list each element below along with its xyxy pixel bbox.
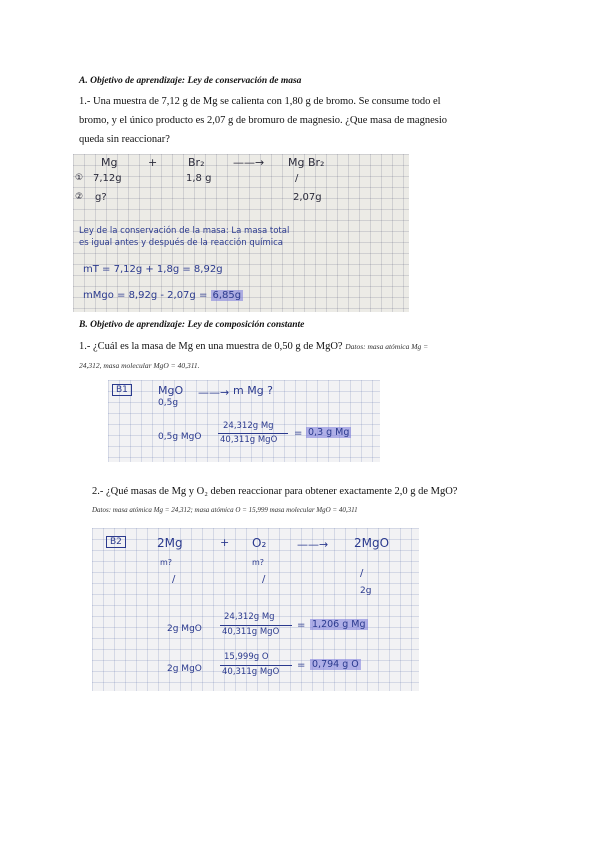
col-mg: Mg xyxy=(101,156,118,169)
law-line-1: Ley de la conservación de la masa: La masa total xyxy=(79,226,290,236)
b1-numerator: 24,312g Mg xyxy=(223,421,274,431)
b1-label: B1 xyxy=(112,384,132,396)
section-b-heading: B. Objetivo de aprendizaje: Ley de composición constante xyxy=(79,320,305,330)
b2-calc1-equals: = xyxy=(297,620,306,631)
question-2-text: 2.- ¿Qué masas de Mg y O₂ deben reaccionar para obtener exactamente 2,0 g de MgO? xyxy=(92,486,458,497)
b2-calc1-denominator: 40,311g MgO xyxy=(222,627,280,637)
b2-calc2-denominator: 40,311g MgO xyxy=(222,667,280,677)
b1-lhs: 0,5g MgO xyxy=(158,432,202,442)
question-1-note-a: Datos: masa atómica Mg = xyxy=(345,342,429,351)
row1-mg: 7,12g xyxy=(93,173,122,184)
b1-mgo: MgO xyxy=(158,384,184,397)
b2-calc1-numerator: 24,312g Mg xyxy=(224,612,275,622)
b2-calc1-fraction-bar xyxy=(220,625,292,626)
b2-product: 2MgO xyxy=(354,536,390,550)
remaining-mass-prefix: mMgo = 8,92g - 2,07g = xyxy=(83,290,208,301)
col-br2: Br₂ xyxy=(188,156,205,169)
b2-calc2-lhs: 2g MgO xyxy=(167,664,202,674)
b1-denominator: 40,311g MgO xyxy=(220,435,278,445)
row2-mg: g? xyxy=(95,192,107,203)
b2-slash-1: / xyxy=(172,574,176,585)
question-2-note: Datos: masa atómica Mg = 24,312; masa atómica O = 15,999 masa molecular MgO = 40,311 xyxy=(92,506,358,514)
problem-line: queda sin reaccionar? xyxy=(79,134,170,145)
b2-slash-2: / xyxy=(262,574,266,585)
b2-mass-2: m? xyxy=(252,558,265,567)
problem-line: bromo, y el único producto es 2,07 g de bromuro de magnesio. ¿Que masa de magnesio xyxy=(79,115,447,126)
b2-product-mass: 2g xyxy=(360,586,372,596)
total-mass-equation: mT = 7,12g + 1,8g = 8,92g xyxy=(83,264,223,275)
row2-label: ② xyxy=(75,192,84,202)
b2-calc2-result: 0,794 g O xyxy=(312,659,359,670)
b2-label: B2 xyxy=(106,536,126,548)
law-line-2: es igual antes y después de la reacción química xyxy=(79,238,284,248)
handwritten-photo-b1 xyxy=(108,380,380,462)
b2-calc2-numerator: 15,999g O xyxy=(224,652,269,662)
b2-slash-3: / xyxy=(360,568,364,579)
b2-arrow: ——→ xyxy=(297,538,329,551)
handwritten-photo-a xyxy=(73,154,409,312)
plus-sign: + xyxy=(148,156,158,169)
row1-label: ① xyxy=(75,173,84,183)
b1-mgo-mass: 0,5g xyxy=(158,398,179,408)
b2-calc1-lhs: 2g MgO xyxy=(167,624,202,634)
section-a-heading: A. Objetivo de aprendizaje: Ley de conservación de masa xyxy=(79,76,302,86)
handwritten-photo-b2 xyxy=(92,528,419,691)
b1-arrow: ——→ xyxy=(198,386,230,399)
remaining-mass-equation xyxy=(83,290,243,301)
row2-mgbr2: 2,07g xyxy=(293,192,322,203)
b2-calc1-result: 1,206 g Mg xyxy=(312,619,366,630)
remaining-mass-result: 6,85g xyxy=(212,290,242,301)
problem-line: 1.- Una muestra de 7,12 g de Mg se calienta con 1,80 g de bromo. Se consume todo el xyxy=(79,96,441,107)
reaction-arrow: ——→ xyxy=(233,156,265,169)
row1-br2: 1,8 g xyxy=(186,173,212,184)
b2-reactant-2: O₂ xyxy=(252,536,267,550)
col-mgbr2: Mg Br₂ xyxy=(288,156,325,169)
b2-calc2-equals: = xyxy=(297,660,306,671)
b2-calc2-fraction-bar xyxy=(220,665,292,666)
question-1-text: 1.- ¿Cuál es la masa de Mg en una muestra de 0,50 g de MgO? xyxy=(79,341,343,352)
b1-target: m Mg ? xyxy=(233,384,274,397)
b2-mass-1: m? xyxy=(160,558,173,567)
b1-equals: = xyxy=(294,428,303,439)
b2-plus: + xyxy=(220,536,230,549)
row1-mgbr2: / xyxy=(295,173,299,184)
b2-reactant-1: 2Mg xyxy=(157,536,183,550)
b1-fraction-bar xyxy=(218,433,288,434)
question-1 xyxy=(79,337,519,375)
section-a-problem xyxy=(79,92,519,149)
question-1-note-b: 24,312, masa molecular MgO = 40,311. xyxy=(79,361,200,370)
b1-result: 0,3 g Mg xyxy=(308,427,350,438)
